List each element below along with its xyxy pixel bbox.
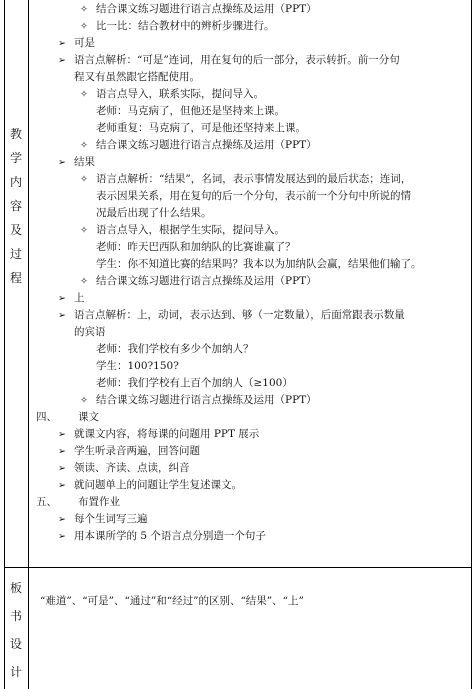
dialogue-line [96, 359, 179, 373]
diamond-bullet-icon: ✧ [80, 174, 88, 185]
arrow-bullet-icon: ➢ [58, 446, 66, 457]
list-item [80, 393, 317, 408]
label-char: 设 [9, 637, 22, 651]
line-text: 每个生词写三遍 [74, 513, 148, 525]
arrow-bullet-icon: ➢ [58, 157, 66, 168]
line-text: 结合课文练习题进行语言点操练及运用（PPT） [96, 275, 317, 287]
line-text: 五、 [36, 496, 57, 508]
line-text: 语言点解析：上，动词，表示达到、够（一定数量），后面常跟表示数量 [74, 309, 405, 321]
dialogue-line [96, 376, 293, 390]
line-text: 老师：我们学校有上百个加纳人（≥100） [96, 377, 293, 389]
list-item [58, 461, 190, 476]
label-char: 板 [9, 581, 22, 595]
diamond-bullet-icon: ✧ [80, 4, 88, 15]
line-text: 老师：马克病了，但他还是坚持来上课。 [96, 105, 285, 117]
list-item [80, 87, 264, 102]
list-item [80, 2, 317, 17]
line-text: 学生：你不知道比赛的结果吗？我本以为加纳队会赢，结果他们输了。 [96, 258, 422, 270]
teaching-content-label [4, 122, 28, 290]
list-item [58, 427, 259, 442]
line-text: 课文 [78, 411, 99, 423]
line-continuation [74, 325, 106, 339]
arrow-bullet-icon: ➢ [58, 310, 66, 321]
dialogue-line [96, 342, 254, 356]
line-text: 比一比：结合教材中的辨析步骤进行。 [96, 20, 275, 32]
line-text: 的宾语 [74, 326, 106, 338]
section-heading [58, 36, 95, 51]
label-char: 及 [9, 223, 22, 237]
section-number [36, 495, 57, 509]
row-divider [4, 567, 472, 568]
line-text: 学生听录音两遍，回答问题 [74, 445, 200, 457]
list-item [58, 512, 148, 527]
arrow-bullet-icon: ➢ [58, 514, 66, 525]
line-text: 上 [74, 292, 85, 304]
section-number [36, 410, 57, 424]
list-item [58, 53, 400, 68]
label-char: 程 [9, 271, 22, 285]
line-text: 就问题单上的问题让学生复述课文。 [74, 479, 242, 491]
diamond-bullet-icon: ✧ [80, 225, 88, 236]
line-text: “难道”、“可是”、“通过”和“经过”的区别、“结果”、“上” [40, 595, 304, 607]
arrow-bullet-icon: ➢ [58, 531, 66, 542]
arrow-bullet-icon: ➢ [58, 55, 66, 66]
diamond-bullet-icon: ✧ [80, 21, 88, 32]
list-item [58, 308, 405, 323]
arrow-bullet-icon: ➢ [58, 463, 66, 474]
line-text: 语言点导入，根据学生实际，提问导入。 [96, 224, 285, 236]
label-char: 学 [9, 151, 22, 165]
line-continuation [74, 70, 200, 84]
section-title [78, 495, 120, 509]
line-text: 领读、齐读、点读，纠音 [74, 462, 190, 474]
line-text: 况最后出现了什么结果。 [96, 207, 212, 219]
list-item [80, 19, 275, 34]
label-char: 教 [9, 127, 22, 141]
line-text: 可是 [74, 37, 95, 49]
arrow-bullet-icon: ➢ [58, 429, 66, 440]
list-item [80, 274, 317, 289]
section-title [78, 410, 99, 424]
dialogue-line [96, 121, 306, 135]
diamond-bullet-icon: ✧ [80, 89, 88, 100]
label-char: 过 [9, 247, 22, 261]
line-text: 结合课文练习题进行语言点操练及运用（PPT） [96, 394, 317, 406]
line-text: 程又有虽然跟它搭配使用。 [74, 71, 200, 83]
label-char: 内 [9, 175, 22, 189]
board-design-text [40, 594, 304, 608]
list-item [58, 444, 200, 459]
diamond-bullet-icon: ✧ [80, 395, 88, 406]
line-text: 结合课文练习题进行语言点操练及运用（PPT） [96, 3, 317, 15]
line-continuation [96, 189, 411, 203]
diamond-bullet-icon: ✧ [80, 276, 88, 287]
label-char: 容 [9, 199, 22, 213]
line-text: 语言点解析：“结果”，名词，表示事情发展达到的最后状态；连词， [96, 173, 412, 185]
line-text: 布置作业 [78, 496, 120, 508]
column-divider [28, 0, 29, 689]
arrow-bullet-icon: ➢ [58, 293, 66, 304]
label-char: 计 [9, 665, 22, 679]
section-heading [58, 155, 95, 170]
line-text: 老师：我们学校有多少个加纳人？ [96, 343, 254, 355]
line-text: 就课文内容，将每课的问题用 PPT 展示 [74, 428, 260, 440]
diamond-bullet-icon: ✧ [80, 140, 88, 151]
line-text: 结果 [74, 156, 95, 168]
dialogue-line [96, 104, 285, 118]
line-text: 老师重复：马克病了，可是他还坚持来上课。 [96, 122, 306, 134]
line-text: 结合课文练习题进行语言点操练及运用（PPT） [96, 139, 317, 151]
dialogue-line [96, 257, 422, 271]
line-continuation [96, 206, 212, 220]
list-item [80, 172, 411, 187]
arrow-bullet-icon: ➢ [58, 38, 66, 49]
line-text: 用本课所学的 5 个语言点分别造一个句子 [74, 530, 266, 542]
section-heading [58, 291, 85, 306]
list-item [58, 478, 242, 493]
line-text: 四、 [36, 411, 57, 423]
list-item [80, 138, 317, 153]
dialogue-line [96, 240, 296, 254]
line-text: 老师：昨天巴西队和加纳队的比赛谁赢了？ [96, 241, 296, 253]
line-text: 学生：100?150? [96, 360, 179, 372]
list-item [80, 223, 285, 238]
line-text: 表示因果关系，用在复句的后一个分句，表示前一个分句中所说的情 [96, 190, 411, 202]
board-design-label [4, 574, 28, 686]
label-char: 书 [9, 609, 22, 623]
arrow-bullet-icon: ➢ [58, 480, 66, 491]
line-text: 语言点导入，联系实际，提问导入。 [96, 88, 264, 100]
list-item [58, 529, 266, 544]
line-text: 语言点解析：“可是”连词，用在复句的后一部分，表示转折。前一分句 [74, 54, 400, 66]
